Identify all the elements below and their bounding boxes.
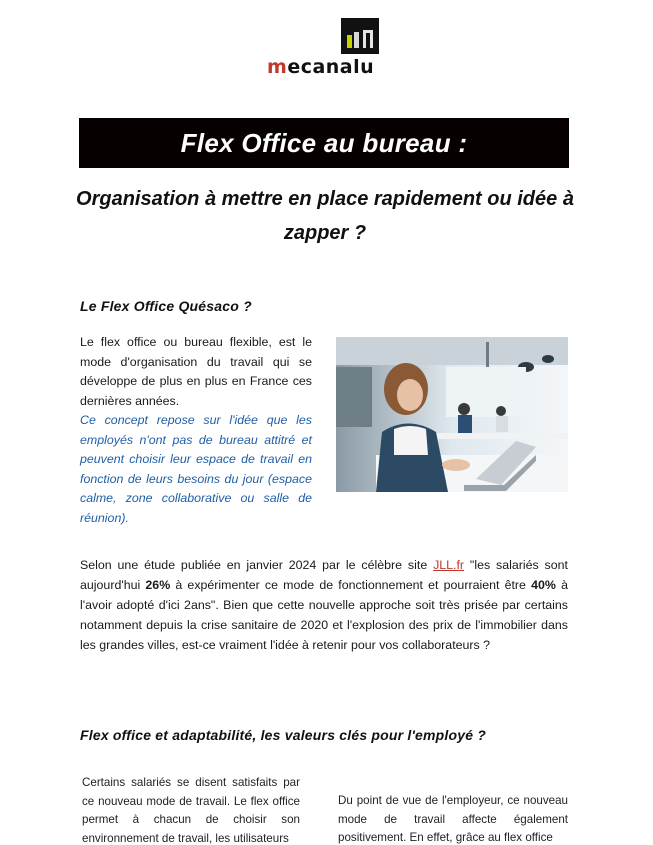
stat-percent-projected: 40% [531, 578, 556, 592]
woman-working-laptop-illustration [336, 337, 568, 492]
section-heading-quesaco: Le Flex Office Quésaco ? [80, 298, 252, 314]
stat-percent-current: 26% [145, 578, 171, 592]
title-banner [79, 118, 569, 168]
study-text-quote: "les salariés sont aujourd'hui [80, 558, 568, 592]
logo-wordmark: mecanalu [267, 56, 375, 78]
employer-column-text: Du point de vue de l'employeur, ce nouveau mode de travail affecte également positivement. En effet, grâce au flex office [338, 794, 568, 844]
study-text-middle: à expérimenter ce mode de fonctionnement et pourraient être [170, 578, 532, 592]
section-heading-adaptability: Flex office et adaptabilité, les valeurs clés pour l'employé ? [80, 727, 487, 743]
brand-logo[interactable] [265, 18, 385, 78]
intro-paragraph: Le flex office ou bureau flexible, est le mode d'organisation du travail qui se développe de plus en plus en France ces dernières années. [80, 335, 312, 408]
intro-text-block [80, 333, 312, 528]
study-text-end: à l'avoir adopté d'ici 2ans". Bien que cette nouvelle approche soit très prisée par certains notamment depuis la crise sanitaire de 2020 et l'explosion des prix de l'immobilier dans les grandes villes, est-ce vraiment l'idée à retenir pour vos collaborateurs ? [80, 578, 568, 652]
study-text-intro: Selon une étude publiée en janvier 2024 par le célèbre site [80, 558, 434, 572]
jll-link[interactable]: JLL.fr [433, 558, 465, 572]
page-subtitle: Organisation à mettre en place rapidement ou idée à zapper ? [76, 188, 574, 244]
page-title: Flex Office au bureau : [180, 127, 468, 158]
office-photo [336, 337, 568, 492]
logo-mark-icon [341, 18, 379, 54]
study-paragraph [80, 555, 568, 655]
concept-paragraph: Ce concept repose sur l'idée que les employés n'ont pas de bureau attitré et peuvent choisir leur espace de travail en fonction de leurs besoins du jour (espace calme, zone collaborative ou salle de réunion). [80, 413, 312, 525]
employee-column-text: Certains salariés se disent satisfaits par ce nouveau mode de travail. Le flex office permet à chacun de choisir son environnement de travail, les utilisateurs [82, 776, 300, 845]
